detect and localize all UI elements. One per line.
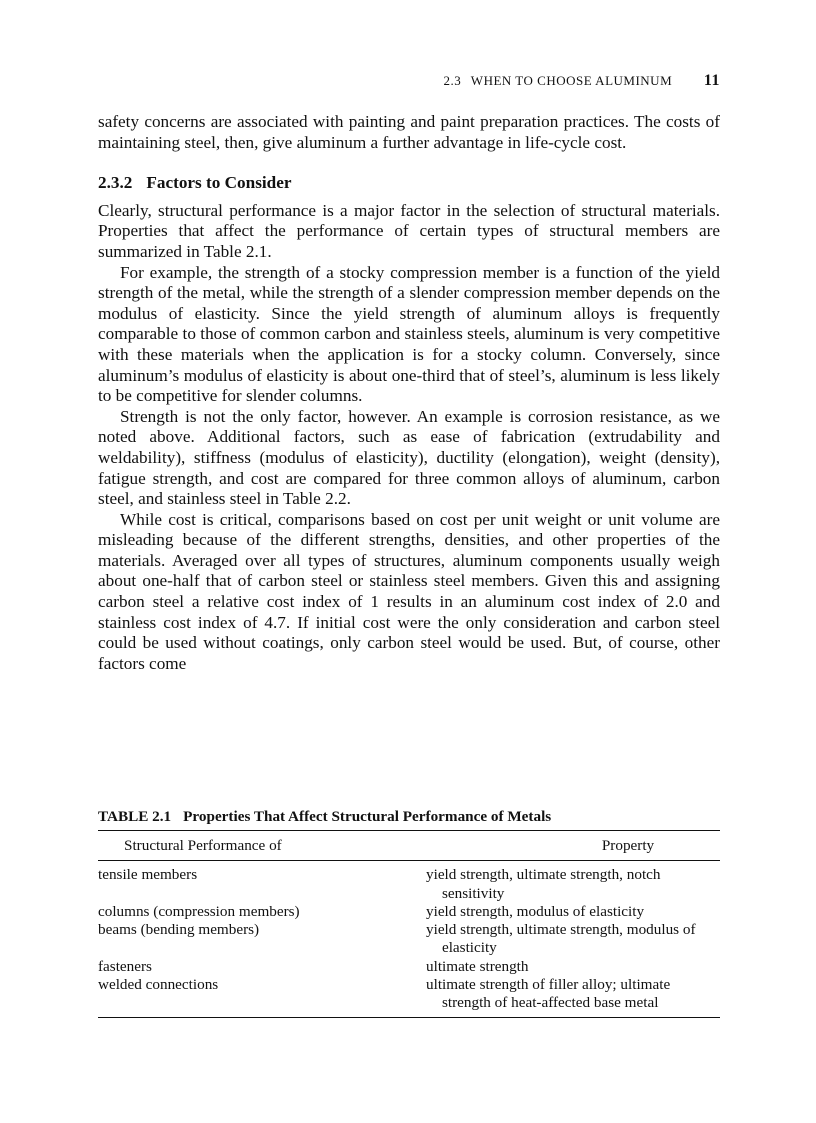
table-header-row	[98, 831, 720, 861]
table-title: Properties That Affect Structural Performance of Metals	[183, 808, 552, 825]
properties-table	[98, 830, 720, 1018]
table-cell-property: yield strength, modulus of elasticity	[426, 902, 645, 920]
paragraph: While cost is critical, comparisons based on cost per unit weight or unit volume are misleading because of the different strengths, densities, and other properties of the materials. Averaged over all types of structures, aluminum components usually weigh about one-half that of carbon steel or stainless steel members. Given this and assigning carbon steel a relative cost index of 1 results in an aluminum cost index of 2.0 and stainless cost index of 4.7. If initial cost were the only consideration and carbon steel could be used without coatings, only carbon steel would be used. But, of course, other factors come	[98, 509, 720, 673]
column-header-property: Property	[426, 831, 720, 861]
table-cell-property: ultimate strength	[426, 957, 529, 975]
table-row	[98, 861, 720, 903]
page-number: 11	[703, 72, 720, 89]
body-text	[98, 112, 720, 674]
subsection-number: 2.3.2	[98, 173, 133, 193]
table-cell-property: yield strength, ultimate strength, modulus of elasticity	[426, 921, 696, 957]
paragraph: Strength is not the only factor, however. An example is corrosion resistance, as we noted above. Additional factors, such as ease of fabrication (extrudability and weldability), stiffness (modulus of elasticity), ductility (elongation), weight (density), fatigue strength, and cost are compared for three common alloys of aluminum, carbon steel, and stainless steel in Table 2.2.	[98, 406, 720, 509]
table-cell-property: yield strength, ultimate strength, notch sensitivity	[426, 866, 661, 902]
table-row	[98, 921, 720, 958]
table-row	[98, 903, 720, 921]
table-row	[98, 976, 720, 1017]
paragraph: Clearly, structural performance is a major factor in the selection of structural materials. Properties that affect the performance of certain types of structural members are summarized in Table 2.1.	[98, 200, 720, 261]
paragraph: For example, the strength of a stocky compression member is a function of the yield strength of the metal, while the strength of a slender compression member depends on the modulus of elasticity. Since the yield strength of aluminum alloys is frequently comparable to those of common carbon and stainless steels, aluminum is very competitive with these materials when the application is for a stocky column. Conversely, since aluminum’s modulus of elasticity is about one-third that of steel’s, aluminum is less likely to be competitive for slender columns.	[98, 262, 720, 406]
table-cell-member: columns (compression members)	[98, 902, 300, 920]
table-cell-member: fasteners	[98, 957, 152, 975]
table-row	[98, 958, 720, 976]
column-header-structural-performance: Structural Performance of	[98, 831, 426, 861]
table-cell-member: tensile members	[98, 866, 198, 884]
subsection-heading	[98, 173, 720, 194]
subsection-title: Factors to Consider	[146, 173, 292, 193]
running-head-title: WHEN TO CHOOSE ALUMINUM	[470, 73, 673, 88]
table-2-1	[98, 808, 720, 1018]
table-label: TABLE 2.1	[98, 808, 172, 825]
paragraph-continued: safety concerns are associated with painting and paint preparation practices. The costs of maintaining steel, then, give aluminum a further advantage in life-cycle cost.	[98, 112, 720, 152]
table-cell-property: ultimate strength of filler alloy; ultimate strength of heat-affected base metal	[426, 976, 720, 1017]
table-cell-member: welded connections	[98, 976, 426, 1017]
running-head	[444, 72, 720, 90]
running-head-section: 2.3	[443, 73, 462, 88]
table-cell-member: beams (bending members)	[98, 921, 260, 939]
table-caption	[98, 808, 720, 826]
